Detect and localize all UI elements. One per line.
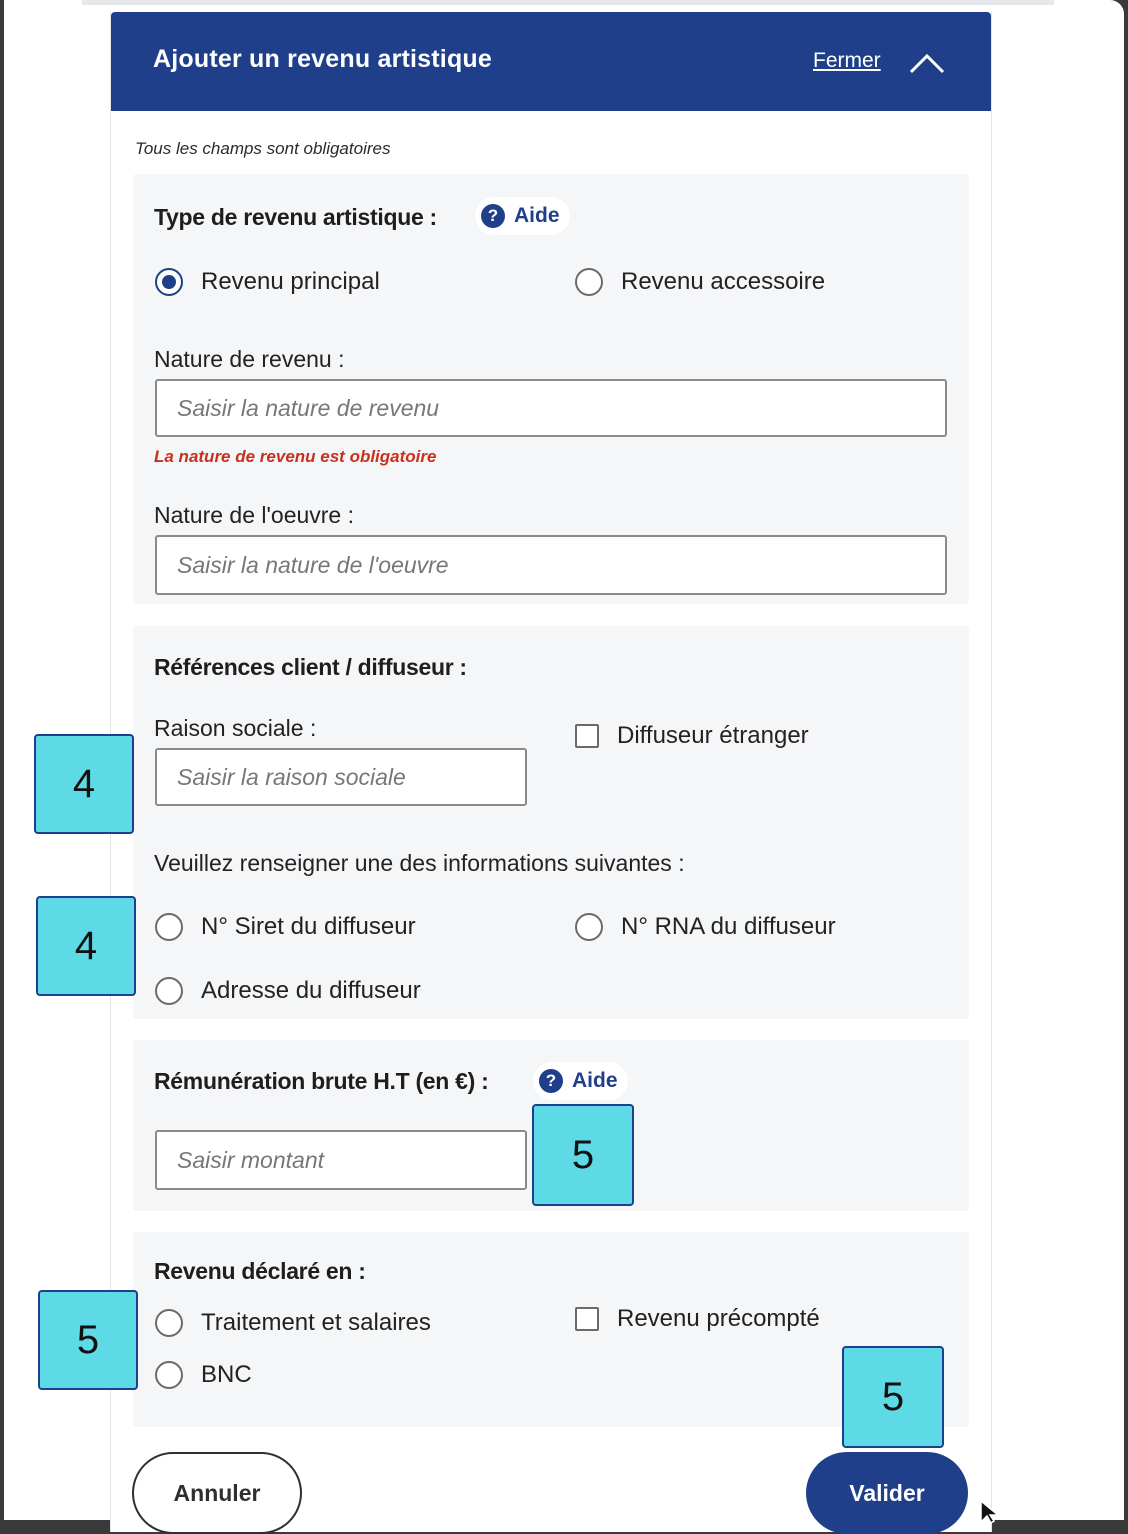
income-nature-label: Nature de revenu :	[154, 346, 345, 372]
radio-rna-control[interactable]	[575, 913, 603, 941]
income-type-help-button[interactable]	[475, 197, 570, 235]
radio-main-income[interactable]	[155, 268, 380, 296]
radio-address-control[interactable]	[155, 977, 183, 1005]
withheld-income-label: Revenu précompté	[617, 1305, 820, 1332]
foreign-distributor-checkbox-control[interactable]	[575, 724, 599, 748]
income-nature-error: La nature de revenu est obligatoire	[154, 447, 437, 466]
radio-siret-label: N° Siret du diffuseur	[201, 913, 416, 940]
declared-as-title: Revenu déclaré en :	[154, 1258, 366, 1284]
radio-salaries-label: Traitement et salaires	[201, 1309, 431, 1336]
company-name-label: Raison sociale :	[154, 715, 317, 741]
income-nature-input[interactable]	[155, 379, 947, 437]
foreign-distributor-label: Diffuseur étranger	[617, 722, 809, 749]
panel-title: Ajouter un revenu artistique	[153, 45, 492, 73]
page	[4, 0, 1124, 1520]
income-type-title: Type de revenu artistique :	[154, 204, 437, 230]
help-label: Aide	[514, 204, 560, 227]
annotation-badge: 5	[842, 1346, 944, 1448]
radio-rna[interactable]	[575, 913, 836, 941]
required-note: Tous les champs sont obligatoires	[135, 139, 391, 158]
panel-header	[111, 12, 991, 111]
info-prompt: Veuillez renseigner une des informations suivantes :	[154, 850, 685, 876]
radio-secondary-income[interactable]	[575, 268, 825, 296]
close-link[interactable]: Fermer	[813, 49, 881, 72]
radio-bnc[interactable]	[155, 1361, 252, 1389]
annotation-badge: 4	[34, 734, 134, 834]
withheld-income-checkbox[interactable]	[575, 1305, 820, 1333]
amount-input[interactable]	[155, 1130, 527, 1190]
radio-secondary-income-control[interactable]	[575, 268, 603, 296]
annotation-badge: 5	[38, 1290, 138, 1390]
client-refs-section	[133, 626, 969, 1019]
radio-salaries-control[interactable]	[155, 1309, 183, 1337]
company-name-input[interactable]	[155, 748, 527, 806]
radio-bnc-control[interactable]	[155, 1361, 183, 1389]
remuneration-help-button[interactable]	[533, 1062, 628, 1100]
help-icon: ?	[481, 204, 505, 228]
radio-main-income-control[interactable]	[155, 268, 183, 296]
radio-siret-control[interactable]	[155, 913, 183, 941]
top-strip	[82, 0, 1054, 5]
client-refs-title: Références client / diffuseur :	[154, 654, 467, 680]
radio-bnc-label: BNC	[201, 1361, 252, 1388]
withheld-income-checkbox-control[interactable]	[575, 1307, 599, 1331]
radio-secondary-income-label: Revenu accessoire	[621, 268, 826, 295]
radio-siret[interactable]	[155, 913, 416, 941]
income-type-section	[133, 174, 969, 604]
remuneration-title: Rémunération brute H.T (en €) :	[154, 1068, 489, 1094]
annotation-badge: 4	[36, 896, 136, 996]
cancel-button[interactable]: Annuler	[132, 1452, 302, 1534]
submit-button[interactable]: Valider	[806, 1452, 968, 1534]
help-label: Aide	[572, 1069, 618, 1092]
radio-rna-label: N° RNA du diffuseur	[621, 913, 836, 940]
income-panel	[110, 12, 992, 1532]
help-icon: ?	[539, 1069, 563, 1093]
mouse-pointer-icon	[980, 1500, 1000, 1524]
work-nature-input[interactable]	[155, 535, 947, 595]
chevron-up-icon[interactable]	[909, 52, 945, 74]
radio-address[interactable]	[155, 977, 421, 1005]
radio-salaries[interactable]	[155, 1309, 431, 1337]
radio-main-income-label: Revenu principal	[201, 268, 380, 295]
radio-address-label: Adresse du diffuseur	[201, 977, 421, 1004]
annotation-badge: 5	[532, 1104, 634, 1206]
work-nature-label: Nature de l'oeuvre :	[154, 502, 355, 528]
foreign-distributor-checkbox[interactable]	[575, 722, 809, 750]
